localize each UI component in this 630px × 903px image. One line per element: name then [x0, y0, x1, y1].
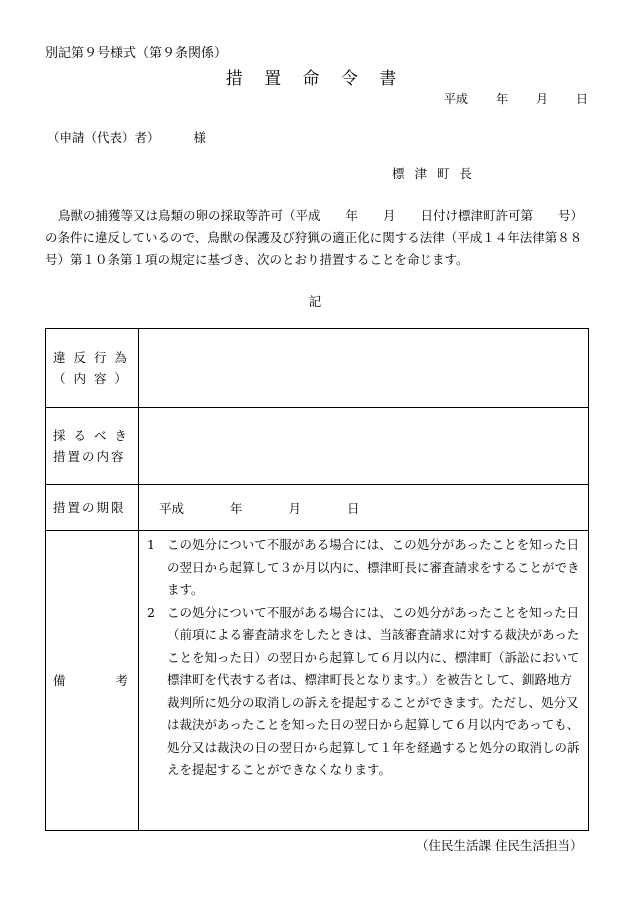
issue-date	[444, 90, 588, 107]
body-text: 鳥獣の捕獲等又は鳥類の卵の採取等許可（平成 年 月 日付け標津町許可第 号）の条件に違反しているので、鳥獣の保護及び狩猟の適正化に関する法律（平成１４年法律第８８号）第１０条第１項の規定に基づき、次のとおり措置することを命じます。	[45, 208, 584, 267]
violation-value	[139, 329, 589, 408]
deadline-label: 措置の期限	[46, 485, 139, 531]
measures-row	[46, 408, 589, 485]
note-text: この処分について不服がある場合には、この処分があったことを知った日（前項による審査請求をしたときは、当該審査請求に対する裁決があったことを知った日）の翌日から起算して６月以内に、標津町（訴訟において標津町を代表する者は、標津町長となります。）を被告として、釧路地方裁判所に処分の取消しの訴えを提起することができます。ただし、処分又は裁決があったことを知った日の翌日から起算して６月以内であっても、処分又は裁決の日の翌日から起算して１年を経過すると処分の取消しの訴えを提起することができなくなります。	[167, 604, 580, 777]
addressee-label: （申請（代表）者）	[47, 130, 160, 145]
remarks-row	[46, 531, 589, 831]
order-table	[45, 328, 589, 831]
violation-label	[46, 329, 139, 408]
deadline-month: 月	[288, 500, 302, 516]
note-item	[147, 534, 580, 602]
violation-row	[46, 329, 589, 408]
body-paragraph	[45, 205, 585, 271]
note-number: 2	[147, 604, 155, 620]
deadline-year: 年	[230, 500, 243, 516]
remarks-label-right: 考	[115, 673, 130, 688]
date-era: 平成	[444, 92, 469, 106]
addressee-honorific: 様	[193, 130, 207, 145]
note-number: 1	[147, 537, 155, 552]
measures-value	[139, 408, 589, 485]
remarks-label	[46, 531, 139, 831]
document-title: 措 置 命 令 書	[225, 69, 405, 89]
date-month: 月	[536, 92, 549, 106]
violation-label-line2: （ 内 容 ）	[53, 371, 129, 386]
remarks-notes	[139, 531, 589, 831]
note-text: この処分について不服がある場合には、この処分があったことを知った日の翌日から起算して３か月以内に、標津町長に審査請求をすることができます。	[167, 537, 580, 597]
measures-label-line1: 採 る べ き	[53, 428, 129, 443]
issuer: 標 津 町 長	[392, 166, 475, 181]
date-day: 日	[576, 92, 589, 106]
measures-label-line2: 措置の内容	[53, 449, 126, 464]
deadline-value	[139, 485, 589, 531]
footer-department: （住民生活課 住民生活担当）	[416, 838, 583, 853]
deadline-day: 日	[347, 500, 360, 516]
date-year: 年	[496, 92, 509, 106]
deadline-row	[46, 485, 589, 531]
note-item	[147, 602, 580, 782]
ki-heading: 記	[308, 294, 322, 309]
measures-label	[46, 408, 139, 485]
addressee	[47, 128, 206, 146]
deadline-era: 平成	[159, 500, 185, 516]
violation-label-line1: 違 反 行 為	[53, 350, 129, 365]
remarks-label-left: 備	[53, 673, 68, 688]
form-number: 別記第９号様式（第９条関係）	[45, 46, 228, 61]
